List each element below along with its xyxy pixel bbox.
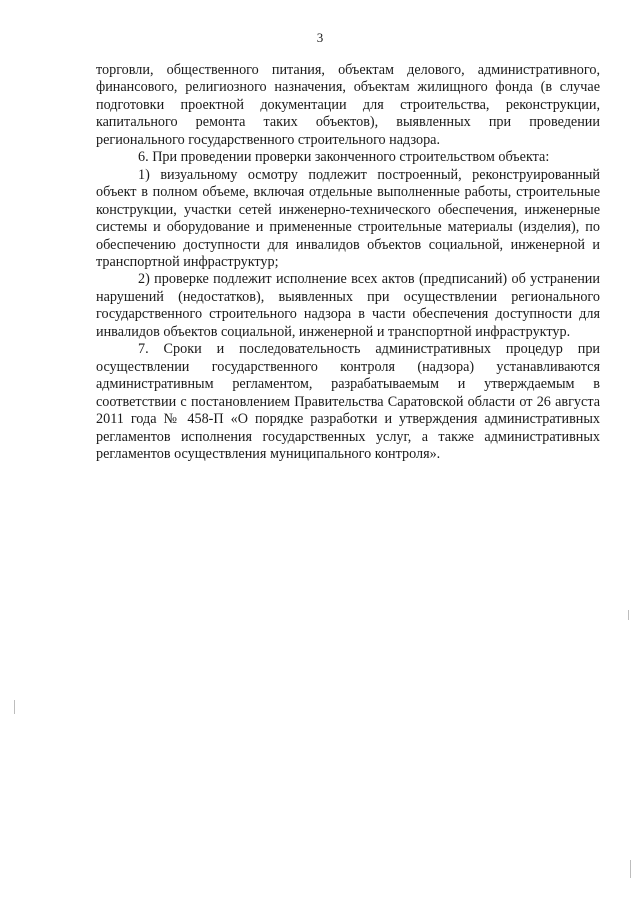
paragraph-continuation: торговли, общественного питания, объектам делового, административного, финансового, религиозного назначения, объектам жилищного фонда (в случае подготовки проектной документации для строительства, реконструкции, капитального ремонта таких объектов), выявленных при проведении регионального государственного строительного надзора.	[96, 62, 600, 148]
page-number: 3	[316, 30, 324, 45]
paragraph-item-7: 7. Сроки и последовательность административных процедур при осуществлении государственного контроля (надзора) устанавливаются административным регламентом, разрабатываемым и утверждаемым в соответствии с постановлением Правительства Саратовской области от 26 августа 2011 года № 458-П «О порядке разработки и утверждения административных регламентов исполнения государственных услуг, а также административных регламентов осуществления муниципального контроля».	[96, 341, 600, 462]
paragraph-subitem-2: 2) проверке подлежит исполнение всех актов (предписаний) об устранении нарушений (недостатков), выявленных при осуществлении регионального государственного строительного надзора в части обеспечения доступности для инвалидов объектов социальной, инженерной и транспортной инфраструктур.	[96, 271, 600, 340]
document-body	[96, 62, 600, 463]
scan-artifact-left	[14, 700, 15, 714]
scan-artifact-right-1	[628, 610, 629, 620]
paragraph-subitem-1: 1) визуальному осмотру подлежит построенный, реконструированный объект в полном объеме, включая отдельные выполненные работы, строительные конструкции, участки сетей инженерно-технического обеспечения, инженерные системы и оборудование и примененные строительные материалы (изделия), по обеспечению доступности для инвалидов объектов социальной, инженерной и транспортной инфраструктур;	[96, 166, 600, 270]
scan-artifact-right-2	[630, 860, 631, 878]
paragraph-item-6: 6. При проведении проверки законченного строительством объекта:	[138, 149, 550, 166]
